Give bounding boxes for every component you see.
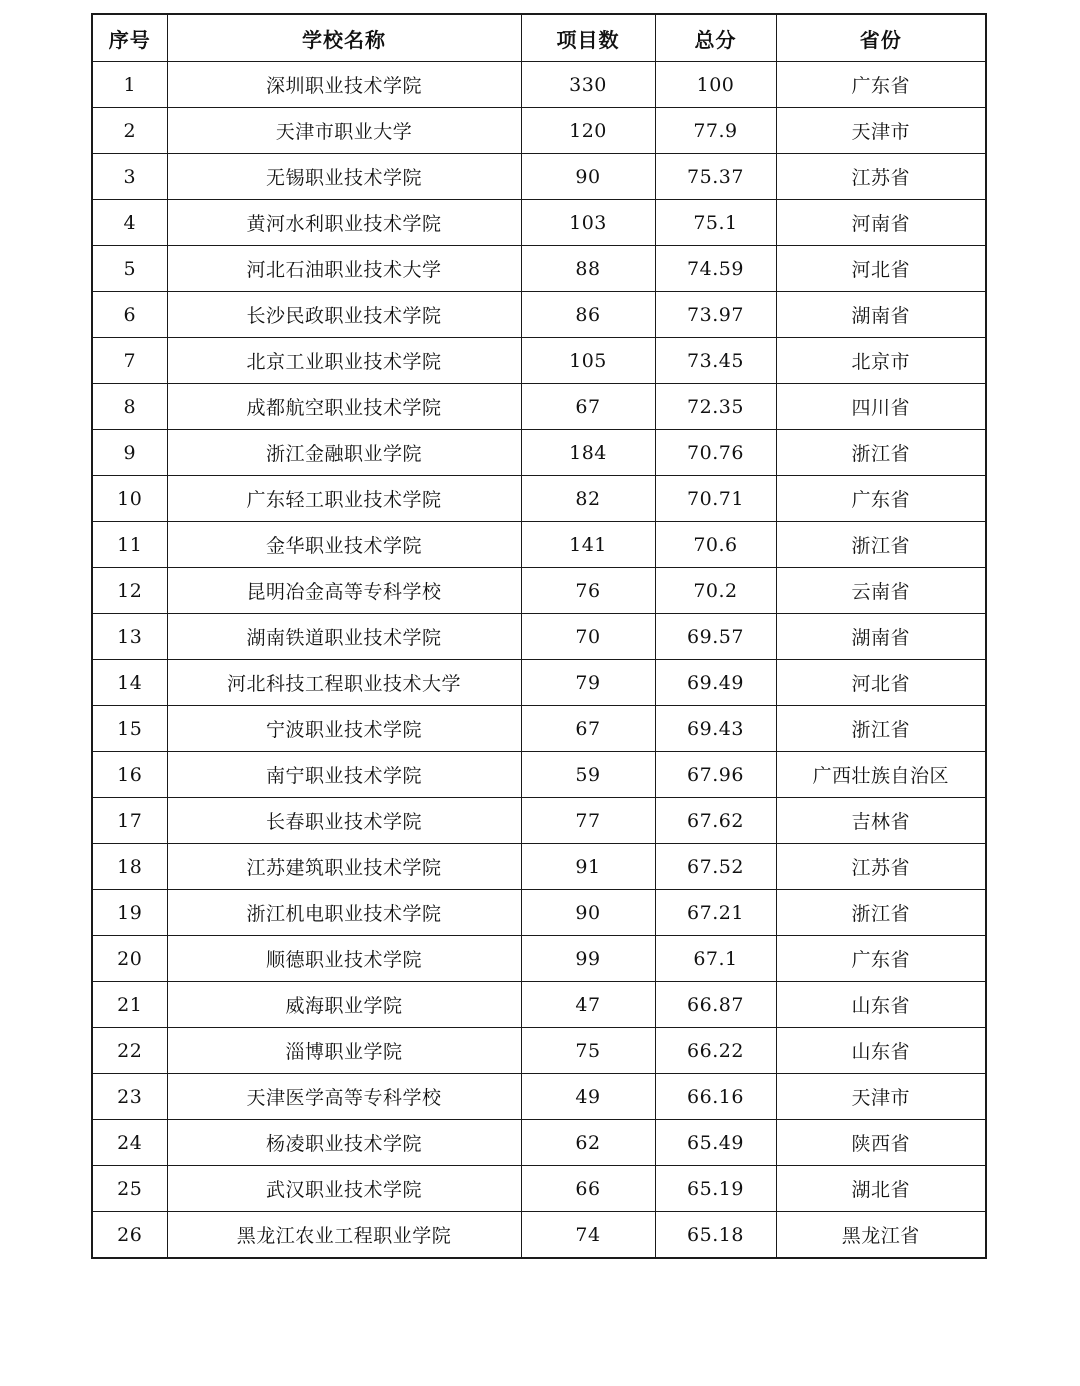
cell-rank: 1 (92, 62, 167, 108)
cell-province: 北京市 (776, 338, 986, 384)
cell-rank: 24 (92, 1120, 167, 1166)
cell-project-count: 49 (521, 1074, 655, 1120)
cell-school-name: 浙江机电职业技术学院 (167, 890, 521, 936)
cell-total-score: 69.49 (655, 660, 776, 706)
cell-province: 四川省 (776, 384, 986, 430)
cell-project-count: 105 (521, 338, 655, 384)
cell-school-name: 昆明冶金高等专科学校 (167, 568, 521, 614)
cell-total-score: 69.43 (655, 706, 776, 752)
cell-total-score: 73.97 (655, 292, 776, 338)
table-row (92, 384, 986, 430)
cell-school-name: 长沙民政职业技术学院 (167, 292, 521, 338)
cell-project-count: 120 (521, 108, 655, 154)
cell-project-count: 88 (521, 246, 655, 292)
cell-project-count: 330 (521, 62, 655, 108)
cell-project-count: 79 (521, 660, 655, 706)
cell-total-score: 73.45 (655, 338, 776, 384)
table-row (92, 108, 986, 154)
cell-total-score: 65.19 (655, 1166, 776, 1212)
cell-rank: 4 (92, 200, 167, 246)
table-row (92, 338, 986, 384)
cell-province: 浙江省 (776, 522, 986, 568)
cell-province: 山东省 (776, 1028, 986, 1074)
cell-rank: 19 (92, 890, 167, 936)
cell-rank: 12 (92, 568, 167, 614)
cell-province: 广东省 (776, 476, 986, 522)
cell-total-score: 65.49 (655, 1120, 776, 1166)
cell-rank: 6 (92, 292, 167, 338)
cell-province: 浙江省 (776, 890, 986, 936)
cell-rank: 20 (92, 936, 167, 982)
cell-province: 山东省 (776, 982, 986, 1028)
table-row (92, 752, 986, 798)
cell-project-count: 90 (521, 154, 655, 200)
table-row (92, 522, 986, 568)
cell-total-score: 70.76 (655, 430, 776, 476)
header-province: 省份 (776, 14, 986, 62)
table-row (92, 1212, 986, 1259)
header-row (92, 14, 986, 62)
cell-rank: 21 (92, 982, 167, 1028)
header-school-name: 学校名称 (167, 14, 521, 62)
cell-total-score: 70.71 (655, 476, 776, 522)
cell-project-count: 141 (521, 522, 655, 568)
cell-school-name: 黑龙江农业工程职业学院 (167, 1212, 521, 1259)
cell-project-count: 86 (521, 292, 655, 338)
cell-project-count: 59 (521, 752, 655, 798)
cell-project-count: 99 (521, 936, 655, 982)
cell-province: 湖南省 (776, 614, 986, 660)
cell-project-count: 76 (521, 568, 655, 614)
header-total-score: 总分 (655, 14, 776, 62)
cell-total-score: 65.18 (655, 1212, 776, 1259)
cell-total-score: 70.6 (655, 522, 776, 568)
cell-project-count: 62 (521, 1120, 655, 1166)
table-row (92, 660, 986, 706)
cell-school-name: 威海职业学院 (167, 982, 521, 1028)
cell-province: 河北省 (776, 660, 986, 706)
cell-province: 广东省 (776, 62, 986, 108)
cell-school-name: 杨凌职业技术学院 (167, 1120, 521, 1166)
cell-total-score: 70.2 (655, 568, 776, 614)
cell-rank: 11 (92, 522, 167, 568)
table-row (92, 844, 986, 890)
cell-rank: 26 (92, 1212, 167, 1259)
cell-rank: 14 (92, 660, 167, 706)
cell-project-count: 67 (521, 384, 655, 430)
cell-total-score: 67.1 (655, 936, 776, 982)
table-row (92, 1120, 986, 1166)
ranking-table (91, 13, 987, 1259)
header-project-count: 项目数 (521, 14, 655, 62)
cell-project-count: 74 (521, 1212, 655, 1259)
cell-province: 河南省 (776, 200, 986, 246)
cell-school-name: 天津市职业大学 (167, 108, 521, 154)
cell-total-score: 67.21 (655, 890, 776, 936)
cell-total-score: 66.87 (655, 982, 776, 1028)
header-rank: 序号 (92, 14, 167, 62)
cell-rank: 23 (92, 1074, 167, 1120)
cell-rank: 13 (92, 614, 167, 660)
cell-project-count: 77 (521, 798, 655, 844)
cell-province: 湖南省 (776, 292, 986, 338)
cell-rank: 9 (92, 430, 167, 476)
cell-project-count: 90 (521, 890, 655, 936)
cell-total-score: 67.96 (655, 752, 776, 798)
cell-total-score: 66.22 (655, 1028, 776, 1074)
cell-school-name: 宁波职业技术学院 (167, 706, 521, 752)
cell-total-score: 72.35 (655, 384, 776, 430)
cell-total-score: 77.9 (655, 108, 776, 154)
cell-school-name: 北京工业职业技术学院 (167, 338, 521, 384)
cell-rank: 25 (92, 1166, 167, 1212)
cell-school-name: 武汉职业技术学院 (167, 1166, 521, 1212)
table-row (92, 568, 986, 614)
table-row (92, 200, 986, 246)
cell-total-score: 74.59 (655, 246, 776, 292)
cell-school-name: 浙江金融职业学院 (167, 430, 521, 476)
cell-school-name: 湖南铁道职业技术学院 (167, 614, 521, 660)
cell-project-count: 103 (521, 200, 655, 246)
cell-rank: 8 (92, 384, 167, 430)
cell-school-name: 天津医学高等专科学校 (167, 1074, 521, 1120)
cell-school-name: 深圳职业技术学院 (167, 62, 521, 108)
cell-rank: 7 (92, 338, 167, 384)
table-row (92, 154, 986, 200)
cell-school-name: 河北科技工程职业技术大学 (167, 660, 521, 706)
cell-rank: 16 (92, 752, 167, 798)
cell-school-name: 长春职业技术学院 (167, 798, 521, 844)
cell-province: 云南省 (776, 568, 986, 614)
cell-total-score: 100 (655, 62, 776, 108)
cell-project-count: 75 (521, 1028, 655, 1074)
cell-total-score: 75.1 (655, 200, 776, 246)
cell-project-count: 82 (521, 476, 655, 522)
cell-project-count: 184 (521, 430, 655, 476)
table-row (92, 430, 986, 476)
cell-total-score: 67.62 (655, 798, 776, 844)
cell-school-name: 南宁职业技术学院 (167, 752, 521, 798)
cell-province: 广西壮族自治区 (776, 752, 986, 798)
table-row (92, 246, 986, 292)
table-body (92, 62, 986, 1259)
table-row (92, 476, 986, 522)
cell-rank: 22 (92, 1028, 167, 1074)
cell-school-name: 成都航空职业技术学院 (167, 384, 521, 430)
cell-project-count: 47 (521, 982, 655, 1028)
cell-province: 江苏省 (776, 844, 986, 890)
cell-rank: 2 (92, 108, 167, 154)
cell-province: 陕西省 (776, 1120, 986, 1166)
table-row (92, 1074, 986, 1120)
cell-total-score: 69.57 (655, 614, 776, 660)
cell-rank: 17 (92, 798, 167, 844)
table-row (92, 614, 986, 660)
table-row (92, 890, 986, 936)
cell-school-name: 金华职业技术学院 (167, 522, 521, 568)
cell-province: 江苏省 (776, 154, 986, 200)
cell-project-count: 67 (521, 706, 655, 752)
cell-province: 天津市 (776, 1074, 986, 1120)
cell-rank: 3 (92, 154, 167, 200)
table-row (92, 1028, 986, 1074)
table-row (92, 62, 986, 108)
cell-school-name: 广东轻工职业技术学院 (167, 476, 521, 522)
cell-school-name: 河北石油职业技术大学 (167, 246, 521, 292)
cell-rank: 18 (92, 844, 167, 890)
cell-total-score: 75.37 (655, 154, 776, 200)
cell-project-count: 91 (521, 844, 655, 890)
cell-rank: 5 (92, 246, 167, 292)
cell-school-name: 无锡职业技术学院 (167, 154, 521, 200)
cell-project-count: 66 (521, 1166, 655, 1212)
cell-province: 吉林省 (776, 798, 986, 844)
cell-total-score: 67.52 (655, 844, 776, 890)
cell-school-name: 顺德职业技术学院 (167, 936, 521, 982)
cell-school-name: 淄博职业学院 (167, 1028, 521, 1074)
table-row (92, 706, 986, 752)
table-row (92, 1166, 986, 1212)
cell-school-name: 黄河水利职业技术学院 (167, 200, 521, 246)
table-row (92, 798, 986, 844)
cell-province: 天津市 (776, 108, 986, 154)
cell-project-count: 70 (521, 614, 655, 660)
cell-school-name: 江苏建筑职业技术学院 (167, 844, 521, 890)
cell-province: 黑龙江省 (776, 1212, 986, 1259)
table-row (92, 936, 986, 982)
cell-total-score: 66.16 (655, 1074, 776, 1120)
cell-province: 浙江省 (776, 706, 986, 752)
cell-rank: 10 (92, 476, 167, 522)
cell-province: 河北省 (776, 246, 986, 292)
cell-rank: 15 (92, 706, 167, 752)
cell-province: 广东省 (776, 936, 986, 982)
cell-province: 湖北省 (776, 1166, 986, 1212)
cell-province: 浙江省 (776, 430, 986, 476)
table-row (92, 292, 986, 338)
table-row (92, 982, 986, 1028)
